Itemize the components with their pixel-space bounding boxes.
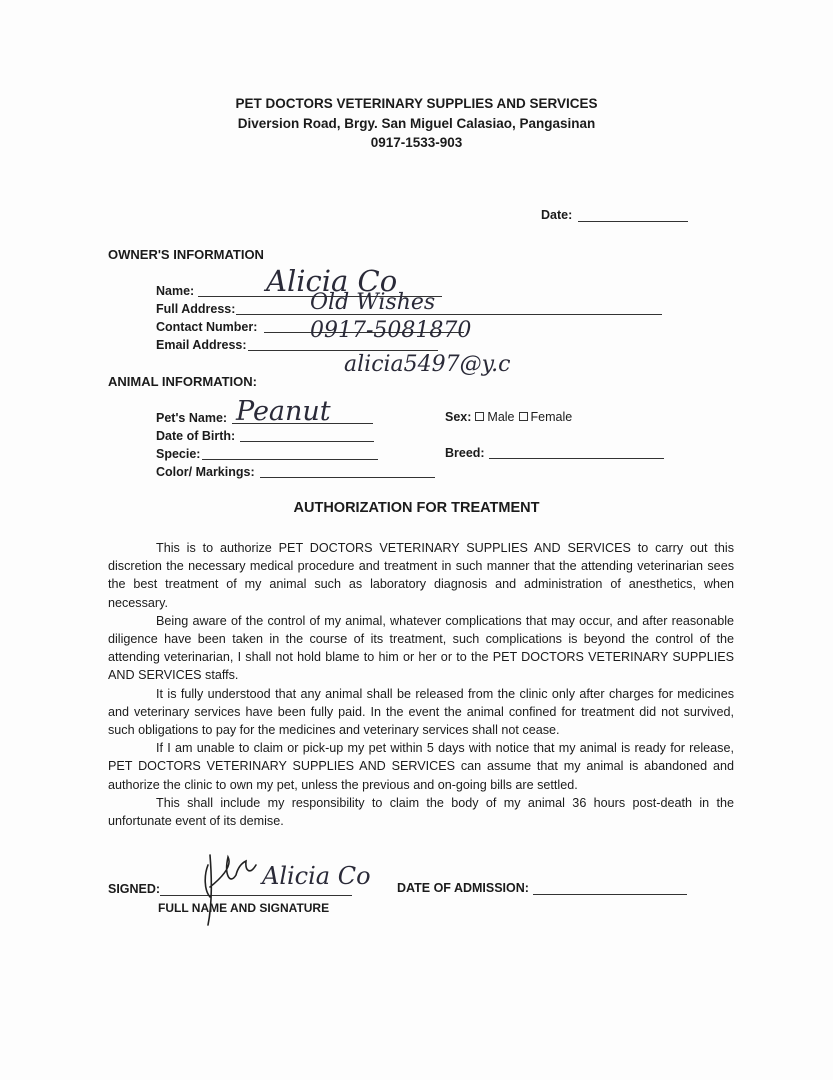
email-handwriting: alicia5497@y.c [344,352,511,377]
email-label: Email Address: [156,338,247,352]
contact-handwriting: 0917-5081870 [310,318,472,343]
authorization-paragraph: Being aware of the control of my animal, whatever complications that may occur, and after reasonable diligence have been taken in the course of its treatment, such complications is beyond the control of the attending veterinarian, I shall not hold blame to him or her or to the PET DOCTORS VETERINARY SUPPLIES AND SERVICES staffs. [108,613,734,683]
dob-field[interactable] [240,441,374,442]
date-label: Date: [541,208,573,222]
animal-section-title: ANIMAL INFORMATION: [108,374,257,389]
address-field[interactable] [236,314,662,315]
contact-label: Contact Number: [156,320,258,334]
female-checkbox[interactable] [519,412,528,421]
signature-sub-label: FULL NAME AND SIGNATURE [158,901,330,915]
email-field[interactable] [248,350,438,351]
pet-name-label: Pet's Name: [156,411,228,425]
authorization-paragraph: If I am unable to claim or pick-up my pet within 5 days with notice that my animal is ready for release, PET DOCTORS VETERINARY SUPPLIES AND SERVICES can assume that my animal is abandoned and authorize the clinic to own my pet, unless the previous and on-going bills are settled. [108,741,734,792]
color-field[interactable] [260,477,435,478]
name-handwriting: Alicia Co [266,264,398,298]
authorization-paragraph: This shall include my responsibility to claim the body of my animal 36 hours post-death in the unfortunate event of its demise. [108,795,734,829]
female-option-label: Female [530,410,573,424]
company-phone: 0917-1533-903 [370,135,463,150]
authorization-title: AUTHORIZATION FOR TREATMENT [293,500,540,516]
authorization-paragraph: This is to authorize PET DOCTORS VETERINARY SUPPLIES AND SERVICES to carry out this discretion the necessary medical procedure and treatment in such manner that the attending veterinarian sees the best treatment of my animal such as laboratory diagnosis and administration of anesthetics, when necessary. [108,541,734,610]
date-field[interactable] [578,221,688,222]
name-label: Name: [156,284,195,298]
address-handwriting: Old Wishes [310,290,436,315]
color-label: Color/ Markings: [156,465,255,479]
breed-field[interactable] [489,458,664,459]
authorization-body [108,539,734,830]
sex-label: Sex: [445,410,472,424]
male-checkbox[interactable] [475,412,484,421]
company-name: PET DOCTORS VETERINARY SUPPLIES AND SERVICES [235,96,598,111]
signed-label: SIGNED: [108,882,161,896]
specie-field[interactable] [202,459,378,460]
pet-name-handwriting: Peanut [236,396,331,427]
address-label: Full Address: [156,302,236,316]
authorization-paragraph: It is fully understood that any animal shall be released from the clinic only after charges for medicines and veterinary services have been fully paid. In the event the animal confined for treatment did not survived, such obligations to pay for the medicines and veterinary services shall not cease. [108,686,734,738]
company-address: Diversion Road, Brgy. San Miguel Calasiao, Pangasinan [237,116,596,131]
signed-name-handwriting: Alicia Co [262,862,371,890]
dob-label: Date of Birth: [156,429,236,443]
date-of-admission-label: DATE OF ADMISSION: [397,881,529,895]
sex-row [445,410,572,424]
owner-section-title: OWNER'S INFORMATION [108,247,264,262]
date-of-admission-field[interactable] [533,894,687,895]
male-option-label: Male [487,410,515,424]
breed-label: Breed: [445,446,485,460]
specie-label: Specie: [156,447,201,461]
